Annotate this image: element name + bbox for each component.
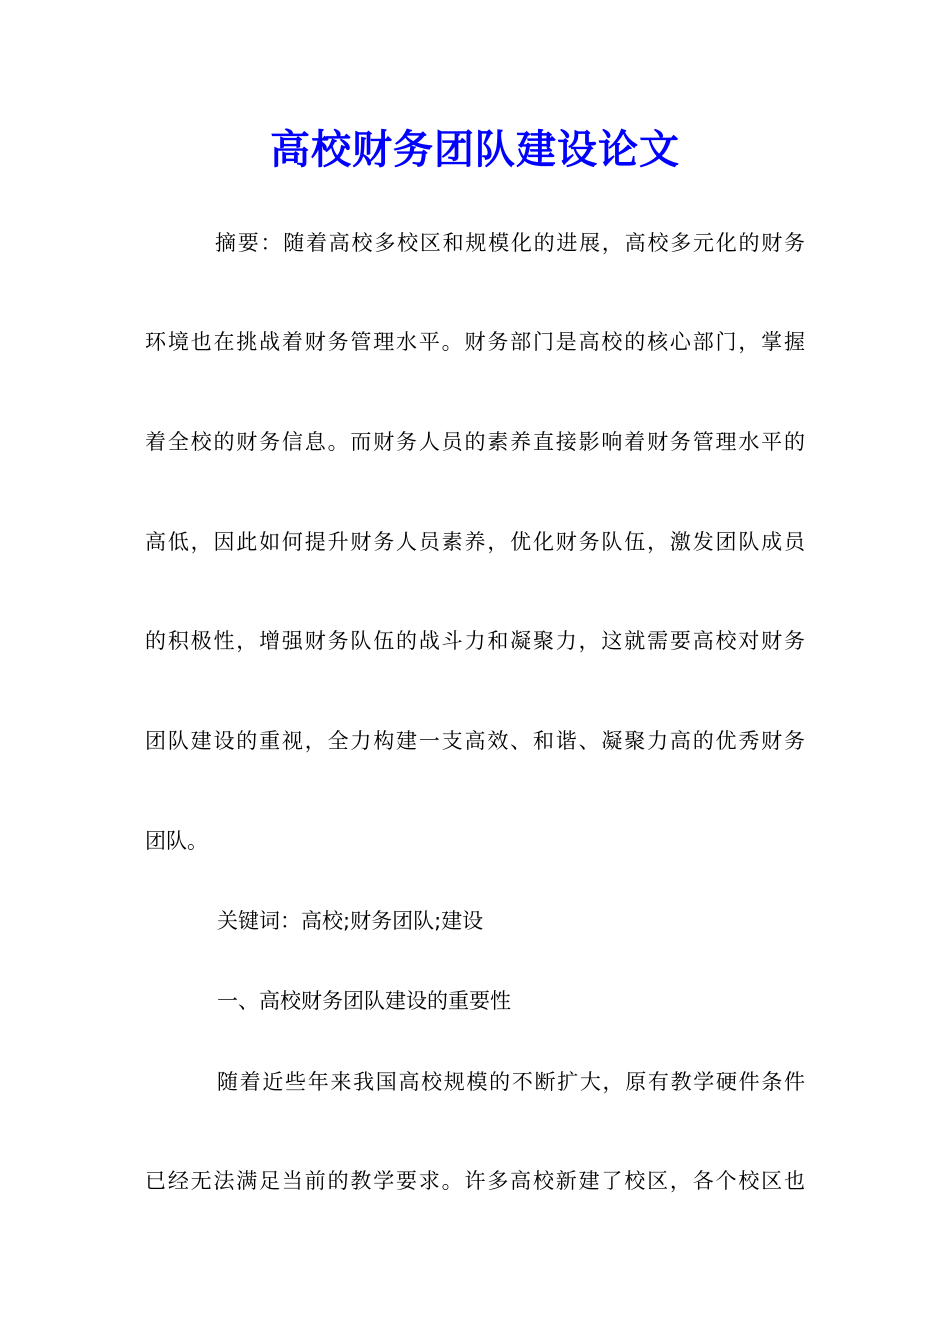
abstract-line-2: 环境也在挑战着财务管理水平。财务部门是高校的核心部门，掌握 [145,330,805,354]
section-heading: 一、高校财务团队建设的重要性 [217,989,511,1013]
abstract-line-5: 的积极性，增强财务队伍的战斗力和凝聚力，这就需要高校对财务 [145,629,805,653]
section-line-1: 随着近些年来我国高校规模的不断扩大，原有教学硬件条件 [217,1070,805,1094]
abstract-line-3: 着全校的财务信息。而财务人员的素养直接影响着财务管理水平的 [145,430,805,454]
abstract-line-7: 团队。 [145,829,208,853]
document-title: 高校财务团队建设论文 [270,126,680,173]
section-line-2: 已经无法满足当前的教学要求。许多高校新建了校区，各个校区也 [145,1169,805,1193]
abstract-line-6: 团队建设的重视，全力构建一支高效、和谐、凝聚力高的优秀财务 [145,729,805,753]
abstract-line-4: 高低，因此如何提升财务人员素养，优化财务队伍，激发团队成员 [145,530,805,554]
keywords: 关键词：高校;财务团队;建设 [217,909,484,933]
abstract-line-1: 摘要：随着高校多校区和规模化的进展，高校多元化的财务 [215,231,805,255]
